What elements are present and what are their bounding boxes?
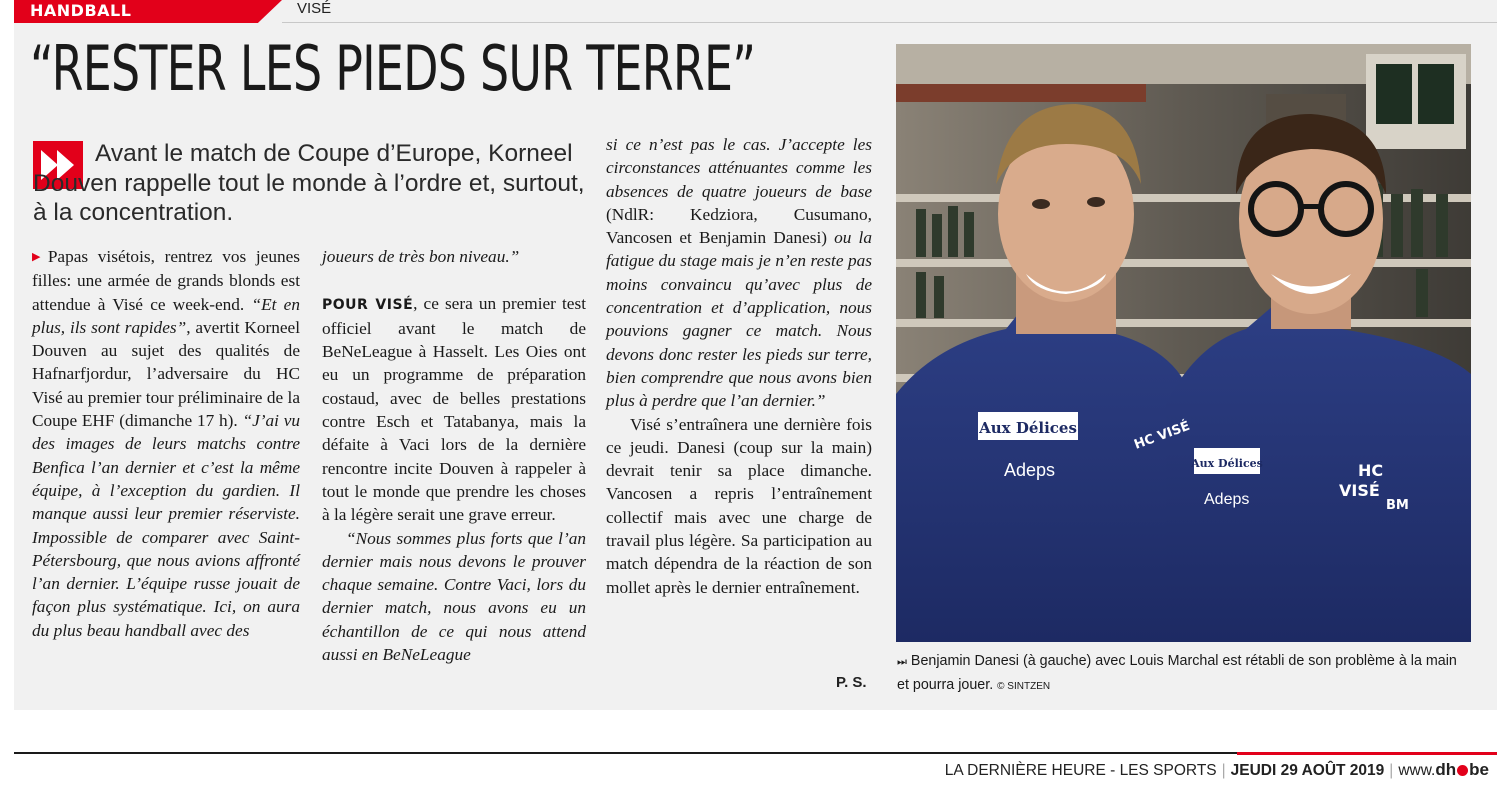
adeps-logo-text: Adeps [1204,491,1250,508]
column-3 [606,133,872,599]
photo [896,44,1471,642]
club-text: HC [1358,461,1384,480]
photo-caption [897,650,1457,698]
headline: “RESTER LES PIEDS SUR TERRE” [30,32,756,105]
quote-text: “J’ai vu des images de leurs matchs contre Benfica l’an dernier et c’est la même équipe, à l’exception du gardien. Il manque aussi leur premier réserviste. Impossible de comparer avec Saint-Pétersbourg, que nous avions affronté l’an dernier. L’équipe russe jouait de façon plus systématique. Ici, on aura du plus beau handball avec des [32,411,301,640]
editor-note: (NdlR: Kedziora, Cusumano, Vancosen et Benjamin Danesi) [606,204,872,248]
footer-accent [1237,752,1497,755]
photo-credit: © SINTZEN [997,681,1051,692]
body-text: , ce sera un premier test officiel avant le match de BeNeLeague à Hasselt. Les Oies ont eu un programme de préparation costaud, avec de belles prestations contre Esch et Tatabanya, mais la défaite à Vaci lors de la dernière rencontre incite Douven à rappeler à tout le monde que prendre les choses à la légère serait une grave erreur. [322,293,586,525]
column-2 [322,245,586,666]
publication-name: LA DERNIÈRE HEURE - LES SPORTS [944,762,1217,779]
section-label: HANDBALL [30,1,132,20]
column-1 [32,245,300,642]
site-prefix: www. [1398,762,1436,779]
sponsor-text: Aux Délices [1191,457,1263,470]
quote-text: “Et en plus, ils sont rapides” [32,294,300,337]
column-2-paragraph [322,292,586,527]
club-text: BM [1386,498,1409,513]
caption-text: Benjamin Danesi (à gauche) avec Louis Marchal est rétabli de son problème à la main et pourra jouer. [897,653,1457,693]
quote-continuation: joueurs de très bon niveau.” [322,247,520,266]
sponsor-text: Aux Délices [979,419,1077,437]
bullet-triangle-icon: ▶ [32,251,46,263]
run-in-heading: POUR VISÉ [322,296,414,313]
photo-illustration [896,44,1471,642]
body-text: Papas visétois, rentrez vos jeunes filles: une armée de grands blonds est attendue à Visé ce week-end. [32,247,301,314]
column-1-paragraph [32,245,300,642]
site-brand [1435,760,1489,779]
adeps-logo-text: Adeps [1004,460,1056,480]
quote-text: ou la fatigue du stage mais je n’en reste pas moins convaincu qu’avec plus de concentration et d’application, nous pouvions gagner ce match. Nous devons donc rester les pieds sur terre, bien comprendre que nous avons bien plus à perdre que l’an dernier.” [606,228,872,411]
author-signature: P. S. [836,674,867,691]
fast-forward-icon: ⏭ [897,656,907,668]
footer [945,760,1489,780]
club-text: HC VISÉ [1132,418,1192,453]
body-text: , avertit Korneel Douven au sujet des qualités de Hafnarfjordur, l’adversaire du HC Visé au premier tour préliminaire de la Coupe EHF (dimanche 17 h). [32,317,300,431]
separator: | [1221,762,1226,779]
top-rule [282,22,1497,23]
quote-text: si ce n’est pas le cas. J’accepte les circonstances atténuantes comme les absences de quatre joueurs de base [606,135,872,201]
quote-paragraph: “Nous sommes plus forts que l’an dernier mais nous devons le prouver chaque semaine. Contre Vaci, lors du dernier match, nous avons eu un échantillon de ce qui nous attend aussi en BeNeLeague [322,528,586,665]
separator: | [1389,762,1394,779]
club-text: VISÉ [1339,481,1380,500]
topic-label: VISÉ [297,0,332,17]
news-paragraph: Visé s’entraînera une dernière fois ce jeudi. Danesi (coup sur la main) devrait tenir sa place dimanche. Vancosen a repris l’entraînement collectif mais avec une charge de travail plus légère. Sa participation au match dépendra de la réaction de son mollet après le dernier entraînement. [606,414,872,597]
column-3-paragraph [606,133,872,413]
brand-part-b: be [1469,760,1489,779]
brand-part-a: dh [1435,760,1457,779]
paragraph-gap [322,268,586,291]
lead-paragraph: Avant le match de Coupe d’Europe, Korneel Douven rappelle tout le monde à l’ordre et, surtout, à la concentration. [33,140,585,226]
brand-dot-icon [1457,765,1468,776]
issue-date: JEUDI 29 AOÛT 2019 [1230,762,1385,779]
